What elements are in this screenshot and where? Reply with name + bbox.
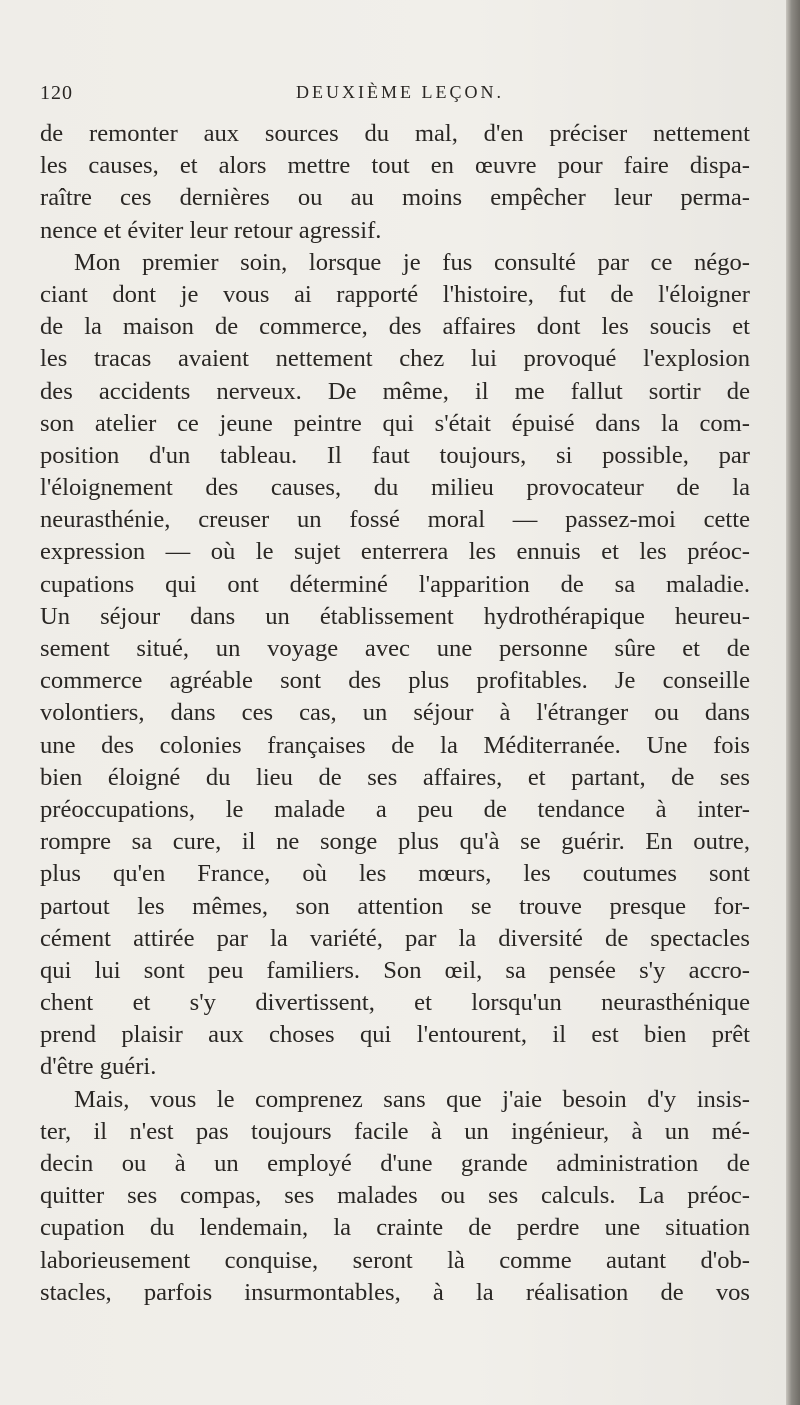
text-line: expression — où le sujet enterrera les ennuis et les préoc- bbox=[40, 538, 750, 566]
text-line: son atelier ce jeune peintre qui s'était épuisé dans la com- bbox=[40, 409, 750, 437]
text-line: laborieusement conquise, seront là comme autant d'ob- bbox=[40, 1246, 750, 1274]
text-line: decin ou à un employé d'une grande administration de bbox=[40, 1150, 750, 1177]
text-line: quitter ses compas, ses malades ou ses calculs. La préoc- bbox=[40, 1182, 750, 1210]
text-line: d'être guéri. bbox=[40, 1053, 157, 1081]
text-line: cément attirée par la variété, par la diversité de spectacles bbox=[40, 924, 750, 952]
text-line: bien éloigné du lieu de ses affaires, et partant, de ses bbox=[40, 763, 750, 791]
text-line: Mon premier soin, lorsque je fus consulté par ce négo- bbox=[74, 248, 750, 276]
text-line: les causes, et alors mettre tout en œuvre pour faire dispa- bbox=[40, 152, 750, 180]
body-text bbox=[40, 118, 750, 1309]
page-header bbox=[40, 82, 730, 110]
text-line: nence et éviter leur retour agressif. bbox=[40, 216, 382, 244]
text-line: partout les mêmes, son attention se trouve presque for- bbox=[40, 892, 750, 920]
text-line: cupation du lendemain, la crainte de perdre une situation bbox=[40, 1214, 750, 1242]
text-line: cupations qui ont déterminé l'apparition de sa maladie. bbox=[40, 570, 750, 598]
text-line: l'éloignement des causes, du milieu provocateur de la bbox=[40, 474, 750, 502]
running-head: DEUXIÈME LEÇON. bbox=[296, 82, 504, 102]
text-line: Mais, vous le comprenez sans que j'aie besoin d'y insis- bbox=[74, 1085, 750, 1113]
text-line: chent et s'y divertissent, et lorsqu'un neurasthénique bbox=[40, 989, 750, 1017]
text-line: volontiers, dans ces cas, un séjour à l'étranger ou dans bbox=[40, 699, 750, 727]
text-line: préoccupations, le malade a peu de tendance à inter- bbox=[40, 795, 750, 823]
text-line: stacles, parfois insurmontables, à la réalisation de vos bbox=[40, 1278, 750, 1306]
text-line: ter, il n'est pas toujours facile à un ingénieur, à un mé- bbox=[40, 1117, 750, 1145]
text-line: rompre sa cure, il ne songe plus qu'à se guérir. En outre, bbox=[40, 828, 750, 856]
page-edge bbox=[786, 0, 800, 1405]
text-line: ciant dont je vous ai rapporté l'histoire, fut de l'éloigner bbox=[40, 280, 750, 308]
text-line: neurasthénie, creuser un fossé moral — passez-moi cette bbox=[40, 506, 750, 534]
text-line: de remonter aux sources du mal, d'en préciser nettement bbox=[40, 120, 750, 147]
text-line: commerce agréable sont des plus profitables. Je conseille bbox=[40, 667, 750, 695]
text-line: Un séjour dans un établissement hydrothérapique heureu- bbox=[40, 602, 750, 630]
text-line: sement situé, un voyage avec une personne sûre et de bbox=[40, 635, 750, 662]
text-line: prend plaisir aux choses qui l'entourent, il est bien prêt bbox=[40, 1021, 750, 1049]
text-line: raître ces dernières ou au moins empêcher leur perma- bbox=[40, 184, 750, 212]
text-line: de la maison de commerce, des affaires dont les soucis et bbox=[40, 313, 750, 341]
text-line: position d'un tableau. Il faut toujours, si possible, par bbox=[40, 441, 750, 469]
text-line: une des colonies françaises de la Méditerranée. Une fois bbox=[40, 731, 750, 759]
text-line: des accidents nerveux. De même, il me fallut sortir de bbox=[40, 377, 750, 405]
text-line: plus qu'en France, où les mœurs, les coutumes sont bbox=[40, 860, 750, 888]
page-number: 120 bbox=[40, 82, 73, 104]
text-line: les tracas avaient nettement chez lui provoqué l'explosion bbox=[40, 345, 750, 373]
text-line: qui lui sont peu familiers. Son œil, sa pensée s'y accro- bbox=[40, 956, 750, 984]
